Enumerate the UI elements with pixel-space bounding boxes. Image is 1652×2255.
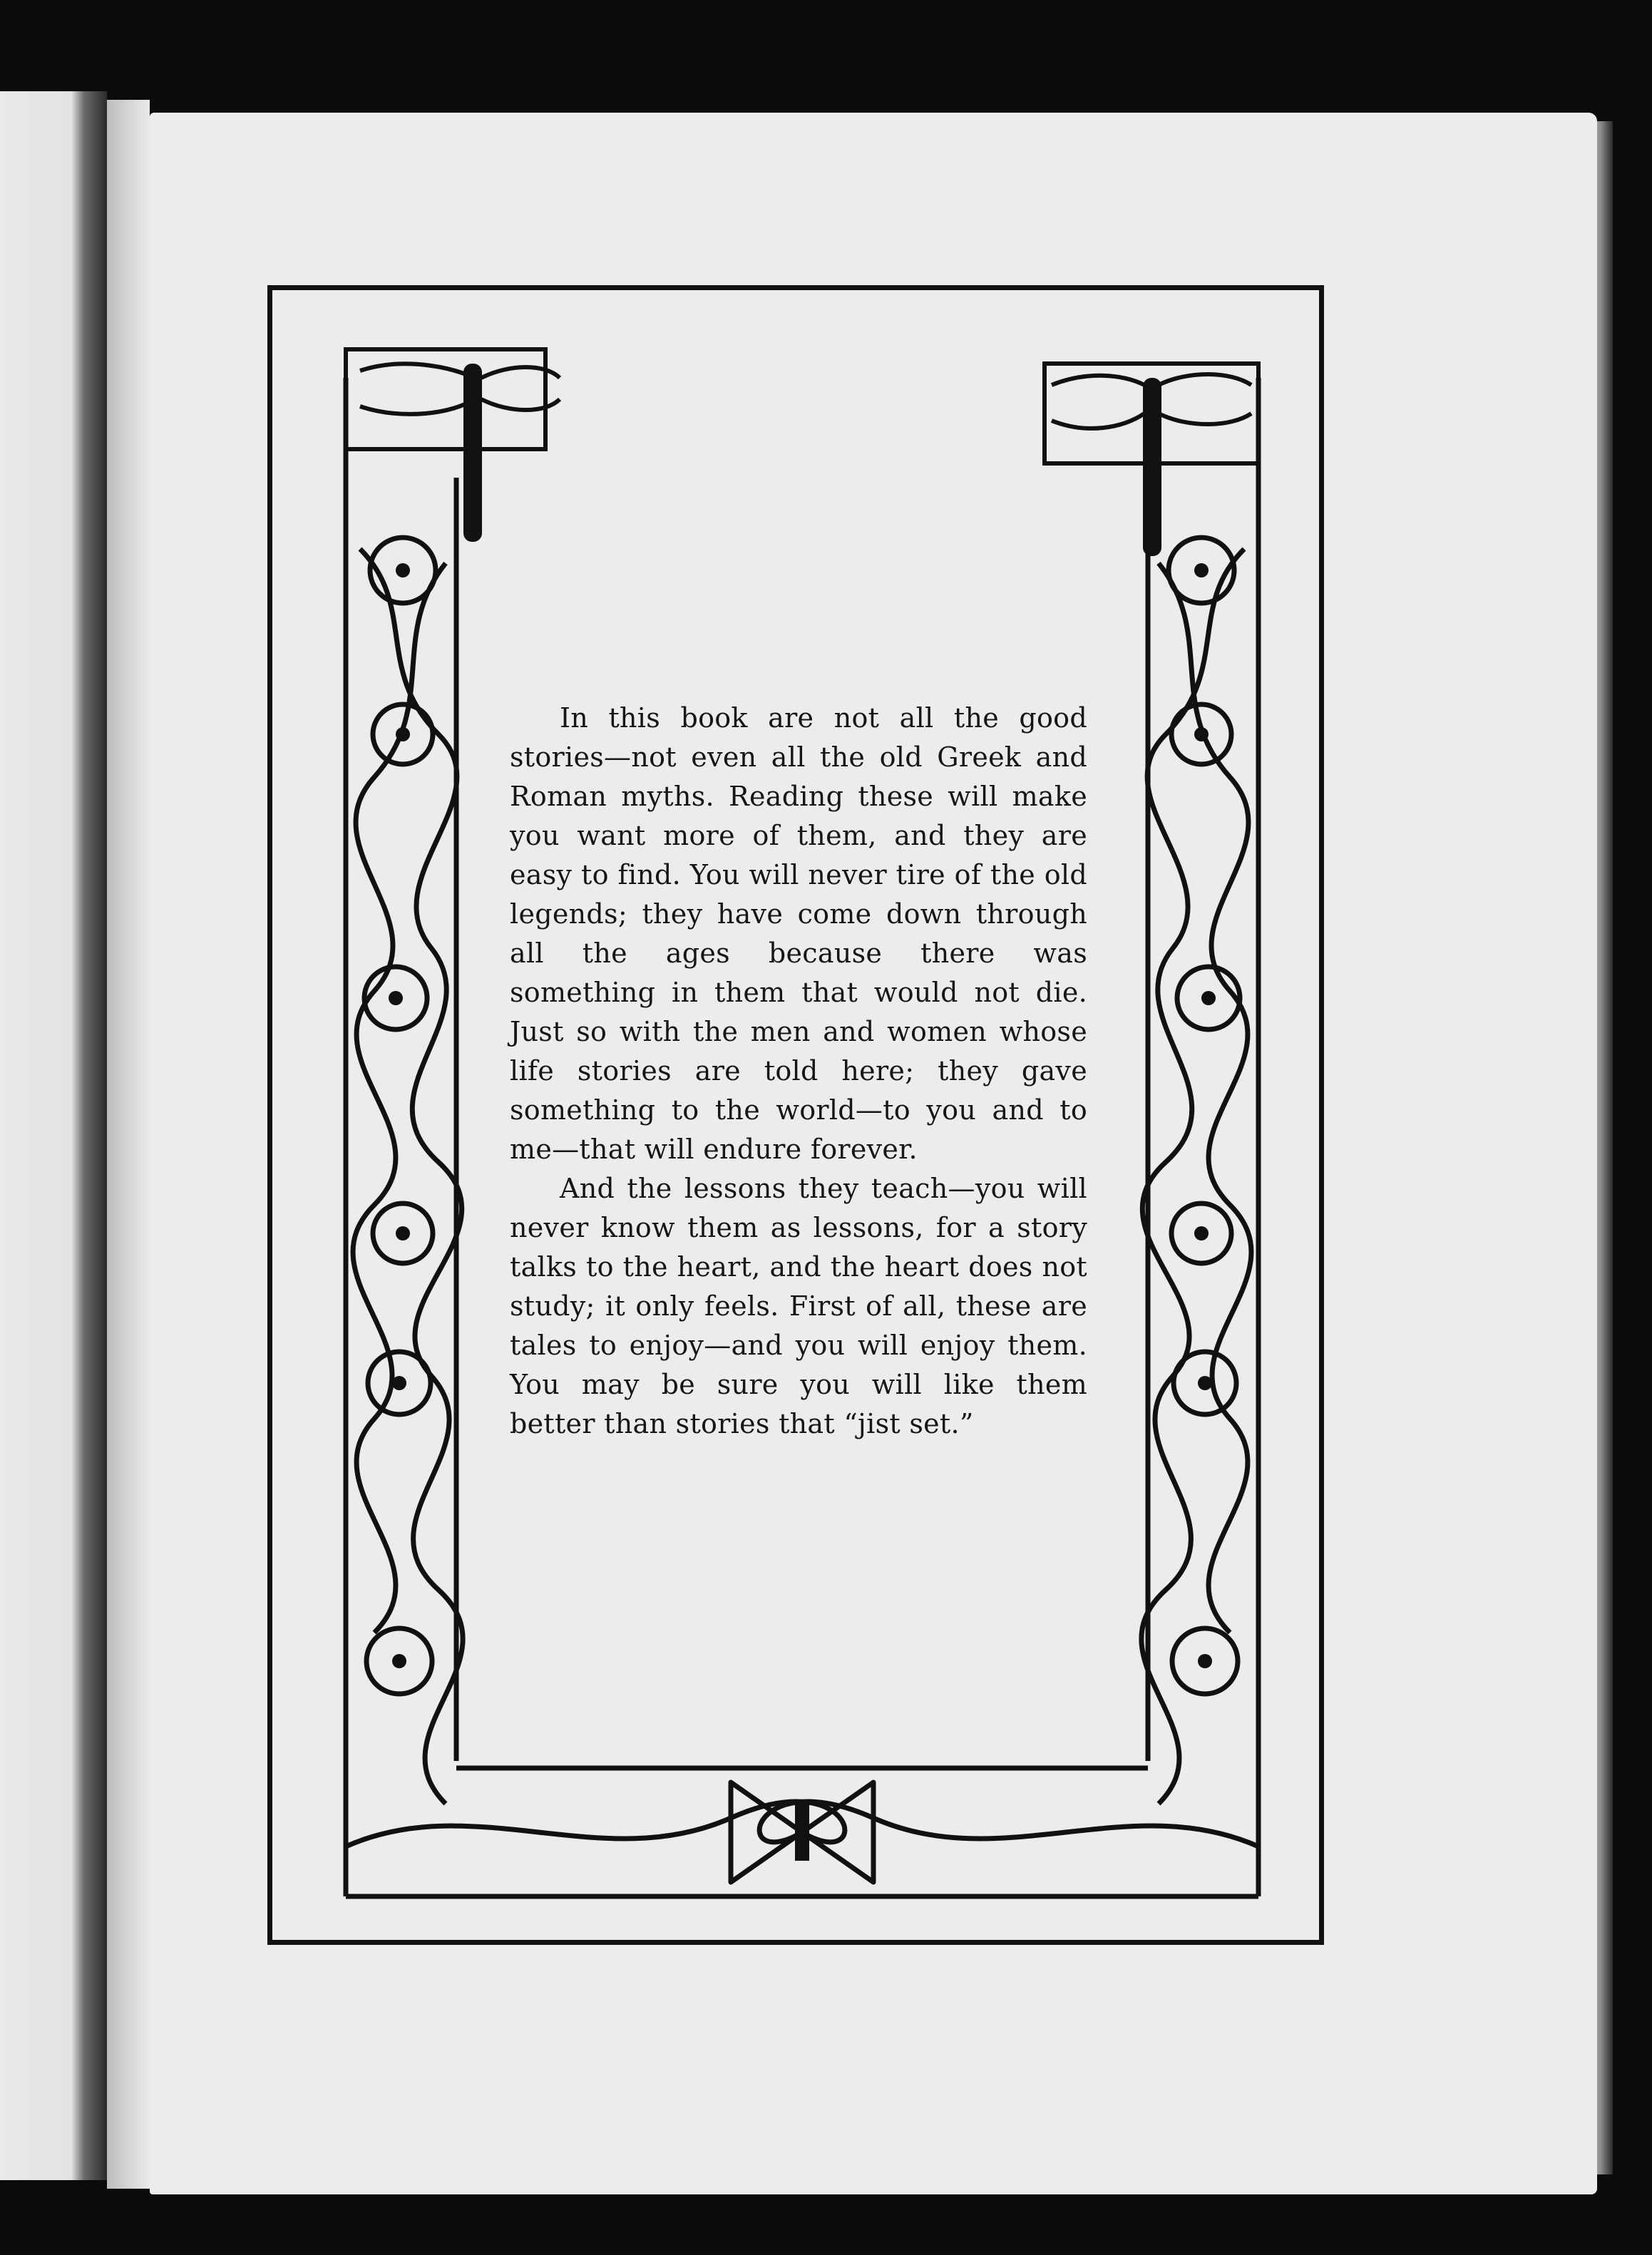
preface-paragraph-1: In this book are not all the good stories—not even all the old Greek and Roman myths. Reading these will make you want more of them, and they are easy to find. You will never tire of the old legends; they have come down through all the ages because there was something in them that would not die. Just so with the men and women whose life stories are told here; they gave something to the world—to you and to me—that will endure forever. bbox=[510, 702, 1087, 1165]
page-gutter-shadow bbox=[107, 100, 150, 2189]
dragonfly-right-icon bbox=[1045, 364, 1258, 556]
left-page-edge bbox=[0, 91, 107, 2180]
preface-text bbox=[510, 699, 1087, 1444]
dragonfly-left-icon bbox=[346, 349, 560, 542]
preface-paragraph-2: And the lessons they teach—you will never know them as lessons, for a story talks to the heart, and the heart does not study; it only feels. First of all, these are tales to enjoy—and you will enjoy them. You may be sure you will like them better than stories that “jist set.” bbox=[510, 1173, 1087, 1439]
